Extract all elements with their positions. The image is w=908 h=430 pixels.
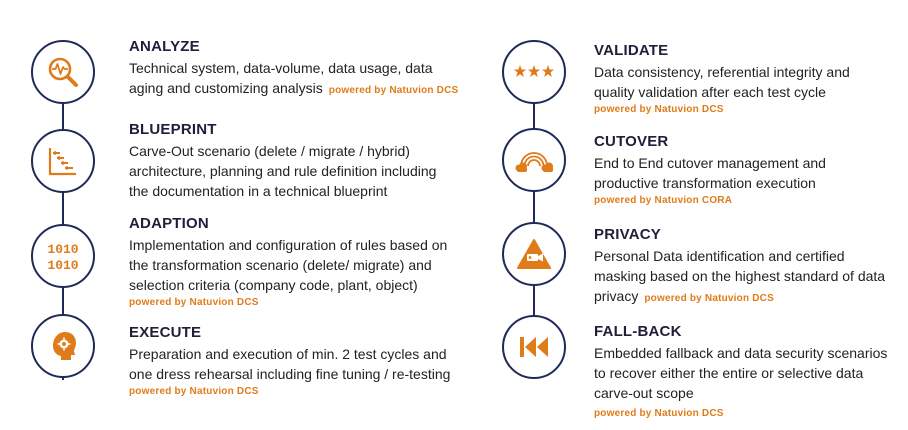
step-title: ADAPTION	[129, 215, 209, 232]
three-stars-icon	[514, 64, 554, 80]
powered-by-label: powered by Natuvion DCS	[594, 408, 724, 419]
step-description: Data consistency, referential integrity and quality validation after each test cycle powered by Natuvion DCS	[594, 62, 904, 117]
step-description: Embedded fallback and data security scenarios to recover either the entire or selective data carve-out scope powered by Natuvion DCS	[594, 343, 904, 421]
powered-by-label: powered by Natuvion DCS	[644, 293, 774, 304]
rainbow-clouds-icon	[514, 146, 554, 174]
binary-code-icon	[43, 239, 83, 273]
step-circle	[502, 40, 566, 104]
magnifier-pulse-icon	[46, 55, 80, 89]
step-title: CUTOVER	[594, 133, 669, 150]
step-description: Carve-Out scenario (delete / migrate / hybrid) architecture, planning and rule definition including the documentation in a technical blueprint	[129, 143, 437, 199]
step-description: Personal Data identification and certified masking based on the highest standard of data privacy powered by Natuvion DCS	[594, 248, 886, 304]
svg-text:1010: 1010	[47, 242, 79, 257]
camera-warning-icon	[516, 238, 552, 270]
step-description: Preparation and execution of min. 2 test cycles and one dress rehearsal including fine tuning / re-testing powered by Natuvion DCS	[129, 344, 469, 399]
step-title: PRIVACY	[594, 226, 661, 243]
step-title: VALIDATE	[594, 42, 669, 59]
step-title: BLUEPRINT	[129, 121, 217, 138]
right-column	[470, 0, 908, 430]
staircase-chart-icon	[47, 145, 79, 177]
step-description: End to End cutover management and productive transformation execution powered by Natuvion CORA	[594, 153, 904, 208]
step-circle	[31, 314, 95, 378]
powered-by-label: powered by Natuvion DCS	[129, 297, 259, 308]
powered-by-label: powered by Natuvion DCS	[328, 85, 459, 96]
step-circle	[502, 315, 566, 379]
step-title: EXECUTE	[129, 324, 202, 341]
powered-by-label: powered by Natuvion DCS	[129, 386, 259, 397]
powered-by-label: powered by Natuvion DCS	[594, 104, 724, 115]
svg-text:1010: 1010	[47, 258, 79, 273]
powered-by-label: powered by Natuvion CORA	[594, 195, 733, 206]
step-circle	[502, 128, 566, 192]
head-gear-icon	[47, 329, 79, 363]
step-circle	[31, 129, 95, 193]
step-title: FALL-BACK	[594, 323, 682, 340]
rewind-icon	[518, 335, 550, 359]
step-description: Technical system, data-volume, data usage, data aging and customizing analysis powered by Natuvion DCS	[129, 60, 459, 96]
step-circle	[31, 224, 95, 288]
step-title: ANALYZE	[129, 38, 200, 55]
step-description: Implementation and configuration of rules based on the transformation scenario (delete/ migrate) and selection criteria (company code, plant, object) powered by Natuvion DCS	[129, 235, 469, 310]
step-circle	[502, 222, 566, 286]
step-circle	[31, 40, 95, 104]
